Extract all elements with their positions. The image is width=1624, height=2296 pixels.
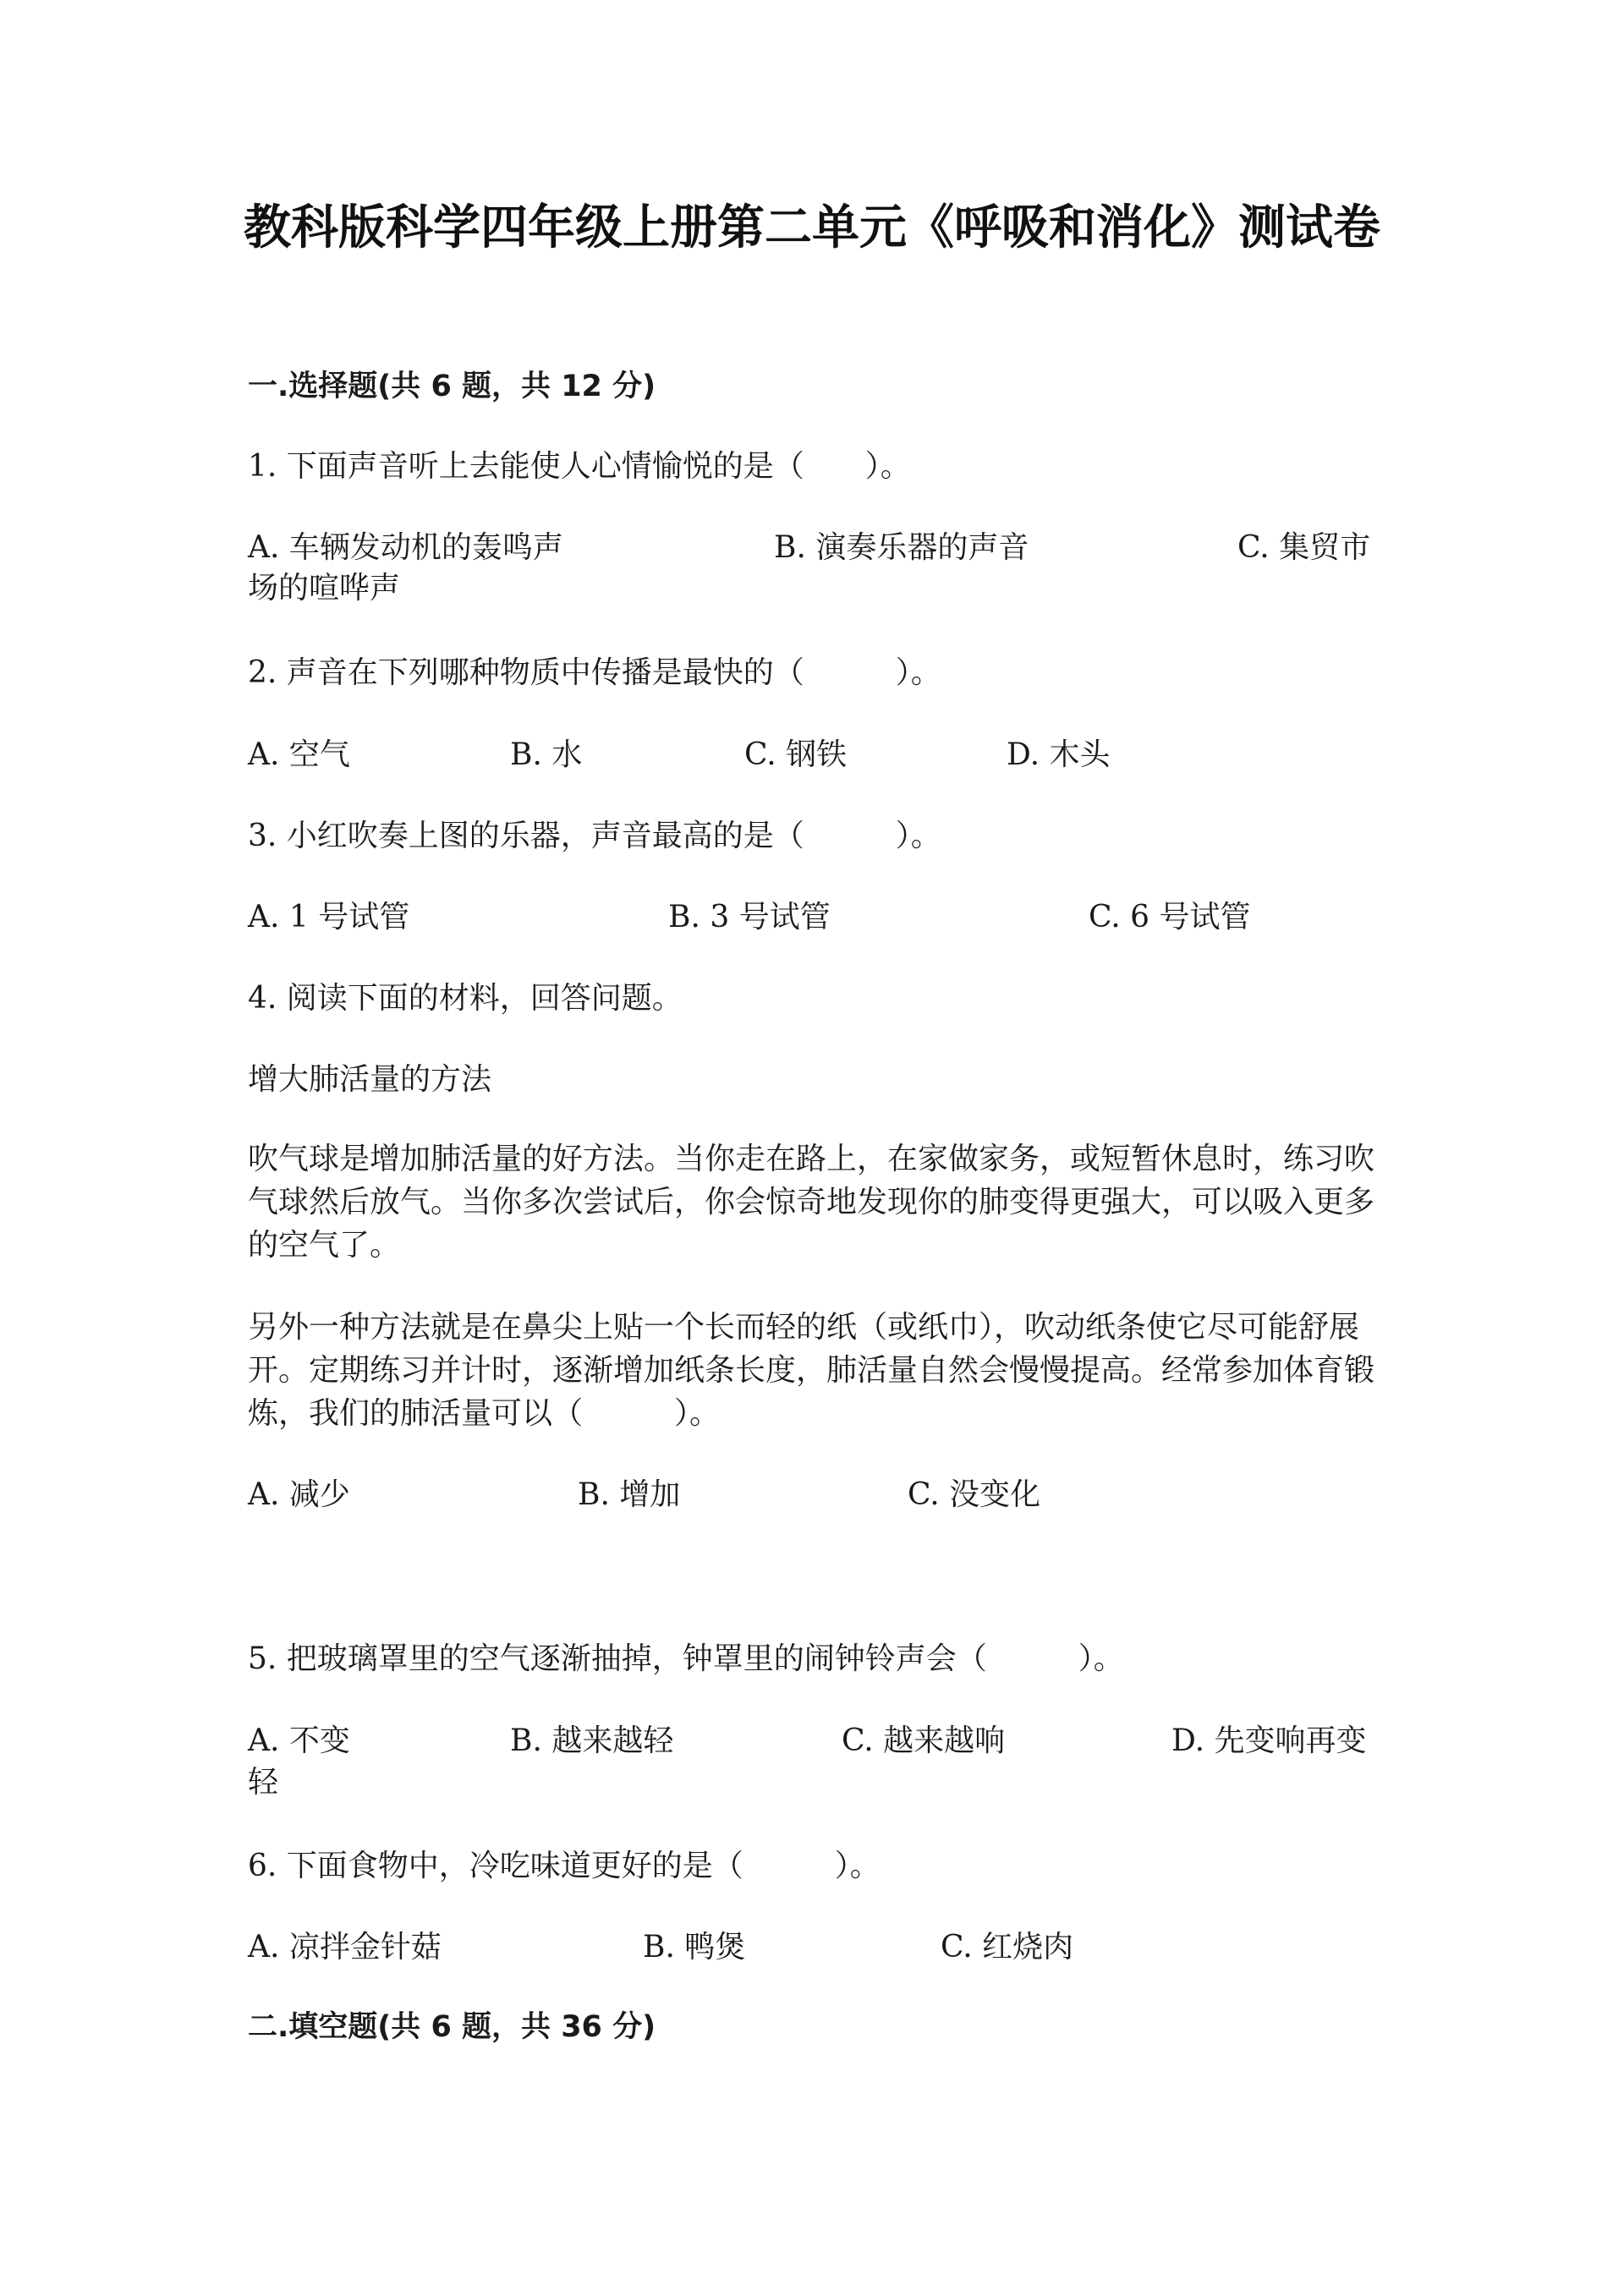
question-5-option-b: B. 越来越轻 (510, 1723, 674, 1758)
question-6-option-c: C. 红烧肉 (941, 1930, 1074, 1964)
question-5-option-c: C. 越来越响 (842, 1723, 1006, 1758)
question-3-stem: 3. 小红吹奏上图的乐器，声音最高的是（ ）。 (248, 819, 941, 853)
question-2-option-c: C. 钢铁 (744, 737, 848, 772)
question-2-option-d: D. 木头 (1007, 737, 1111, 772)
question-5-stem: 5. 把玻璃罩里的空气逐渐抽掉，钟罩里的闹钟铃声会（ ）。 (248, 1641, 1124, 1676)
question-3-option-c: C. 6 号试管 (1089, 900, 1251, 934)
question-4-option-a: A. 减少 (248, 1477, 350, 1512)
question-4-stem: 4. 阅读下面的材料，回答问题。 (248, 981, 683, 1016)
section-heading-fill-blank: 二.填空题(共 6 题，共 36 分) (248, 2010, 656, 2044)
question-3-option-b: B. 3 号试管 (668, 900, 831, 934)
question-1-option-a: A. 车辆发动机的轰鸣声 (248, 530, 563, 565)
question-5-option-a: A. 不变 (248, 1723, 350, 1758)
page-title: 教科版科学四年级上册第二单元《呼吸和消化》测试卷 (244, 200, 1380, 255)
question-1-option-b: B. 演奏乐器的声音 (774, 530, 1029, 565)
question-6-option-b: B. 鸭煲 (643, 1930, 746, 1964)
question-4-material-title: 增大肺活量的方法 (248, 1062, 492, 1097)
question-1-stem: 1. 下面声音听上去能使人心情愉悦的是（ ）。 (248, 449, 911, 484)
question-4-paragraph-1: 吹气球是增加肺活量的好方法。当你走在路上，在家做家务，或短暂休息时，练习吹气球然后放气。当你多次尝试后，你会惊奇地发现你的肺变得更强大，可以吸入更多的空气了。 (248, 1142, 1375, 1263)
question-4-option-b: B. 增加 (578, 1477, 681, 1512)
question-2-option-a: A. 空气 (248, 737, 350, 772)
question-3-option-a: A. 1 号试管 (248, 900, 410, 934)
question-6-option-a: A. 凉拌金针菇 (248, 1930, 442, 1964)
question-6-stem: 6. 下面食物中，冷吃味道更好的是（ ）。 (248, 1849, 881, 1883)
question-5-option-d: D. 先变响再变 (1171, 1723, 1367, 1758)
question-1-option-c: C. 集贸市 (1237, 530, 1371, 565)
question-1-option-c-wrap: 场的喧哗声 (248, 571, 401, 606)
question-2-stem: 2. 声音在下列哪种物质中传播是最快的（ ）。 (248, 655, 941, 690)
question-4-option-c: C. 没变化 (908, 1477, 1041, 1512)
question-4-paragraph-2: 另外一种方法就是在鼻尖上贴一个长而轻的纸（或纸巾），吹动纸条使它尽可能舒展开。定期练习并计时，逐渐增加纸条长度，肺活量自然会慢慢提高。经常参加体育锻炼，我们的肺活量可以（ ）。 (248, 1310, 1375, 1431)
question-2-option-b: B. 水 (510, 737, 583, 772)
section-heading-choice: 一.选择题(共 6 题，共 12 分) (248, 370, 656, 403)
question-5-option-d-wrap: 轻 (248, 1765, 279, 1800)
